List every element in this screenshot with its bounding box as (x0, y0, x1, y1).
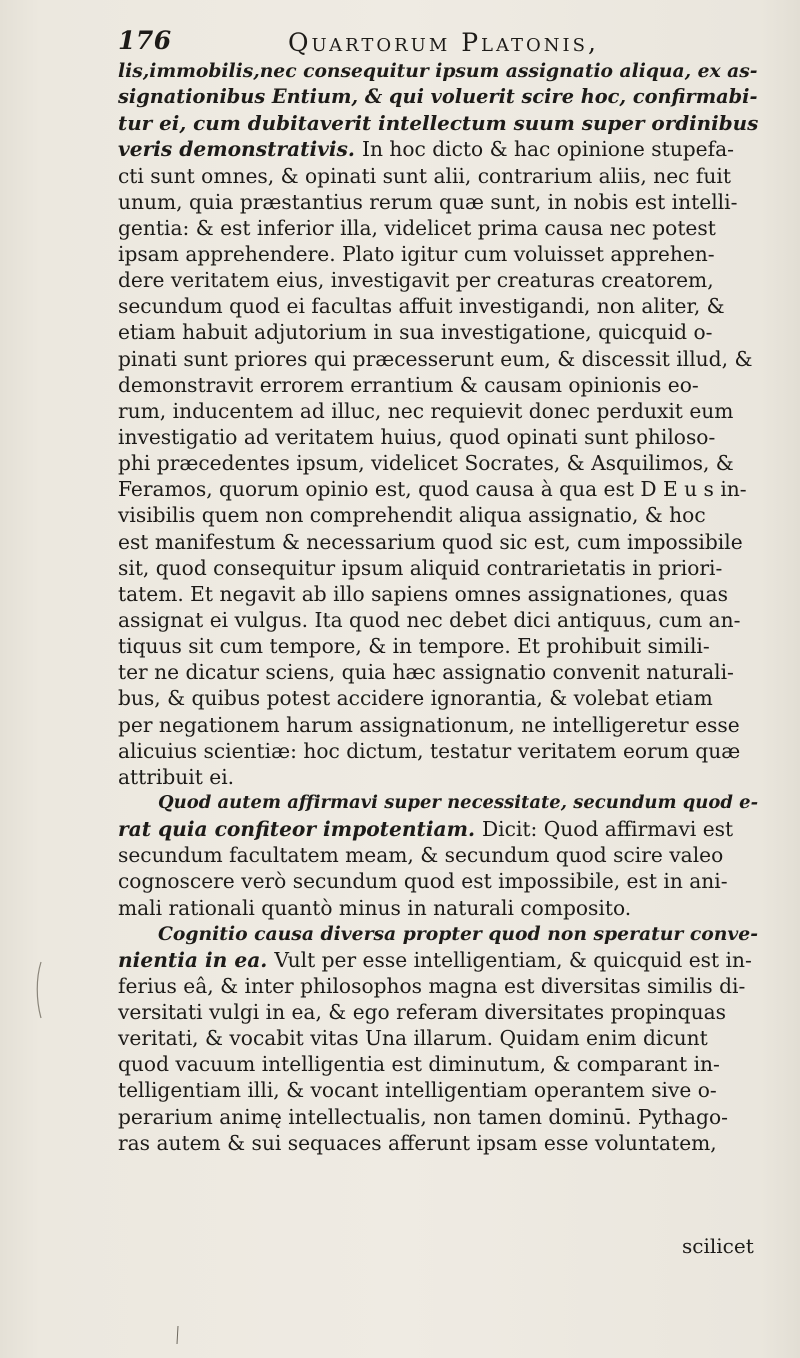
text-line (118, 1130, 758, 1156)
text-line (118, 476, 758, 502)
text-segment: quod vacuum intelligentia est diminutum, & comparant in- (118, 1052, 720, 1077)
text-segment: versitati vulgi in ea, & ego referam diversitates propinquas (118, 1000, 727, 1025)
text-segment: alicuius scientiæ: hoc dictum, testatur veritatem eorum quæ (118, 738, 741, 763)
text-line (118, 921, 758, 947)
text-line (118, 241, 758, 267)
text-segment: dere veritatem eius, investigavit per creaturas creatorem, (118, 268, 714, 293)
text-line (118, 868, 758, 894)
text-line (118, 764, 758, 790)
text-segment: bus, & quibus potest accidere ignorantia, & volebat etiam (118, 686, 713, 711)
text-line (118, 346, 758, 372)
italic-text-segment: nientia in ea. (118, 947, 275, 972)
margin-pencil-mark (34, 960, 44, 1020)
text-line (118, 712, 758, 738)
text-line (118, 816, 758, 842)
text-segment: visibilis quem non comprehendit aliqua assignatio, & hoc (118, 503, 706, 528)
text-line (118, 842, 758, 868)
text-line (118, 163, 758, 189)
text-segment: sit, quod consequitur ipsum aliquid contrarietatis in priori- (118, 555, 723, 580)
italic-text-segment: tur ei, cum dubitaverit intellectum suum super ordinibus (118, 111, 759, 136)
text-line (118, 947, 758, 973)
running-head: Quartorum Platonis, (288, 28, 599, 57)
text-segment: investigatio ad veritatem huius, quod opinati sunt philoso- (118, 424, 716, 449)
italic-text-segment: Cognitio causa diversa propter quod non speratur conve- (158, 922, 758, 945)
text-line (118, 633, 758, 659)
text-segment: Vult per esse intelligentiam, & quicquid est in- (274, 947, 752, 972)
text-line (118, 267, 758, 293)
page-header (118, 24, 758, 58)
text-line (118, 738, 758, 764)
text-segment: attribuit ei. (118, 764, 235, 789)
text-segment: secundum facultatem meam, & secundum quod scire valeo (118, 843, 724, 868)
text-line (118, 685, 758, 711)
text-segment: Feramos, quorum opinio est, quod causa à qua est D E u s in- (118, 477, 747, 502)
text-segment: veritati, & vocabit vitas Una illarum. Quidam enim dicunt (118, 1026, 708, 1051)
text-segment: gentia: & est inferior illa, videlicet prima causa nec potest (118, 215, 716, 240)
text-line (118, 319, 758, 345)
text-segment: ras autem & sui sequaces afferunt ipsam esse voluntatem, (118, 1130, 717, 1155)
text-line (118, 398, 758, 424)
text-segment: telligentiam illi, & vocant intelligentiam operantem sive o- (118, 1078, 717, 1103)
text-segment: rum, inducentem ad illuc, nec requievit donec perduxit eum (118, 398, 734, 423)
text-line (118, 450, 758, 476)
text-line (118, 424, 758, 450)
text-line (118, 84, 758, 110)
text-line (118, 189, 758, 215)
text-segment: tiquus sit cum tempore, & in tempore. Et prohibuit simili- (118, 634, 710, 659)
text-line (118, 1104, 758, 1130)
text-line (118, 215, 758, 241)
text-segment: pinati sunt priores qui præcesserunt eum, & discessit illud, & (118, 346, 753, 371)
italic-text-segment: signationibus Entium, & qui voluerit scire hoc, confirmabi- (118, 85, 758, 109)
italic-text-segment: Quod autem affirmavi super necessitate, secundum quod e- (158, 791, 759, 813)
page-number: 176 (118, 26, 172, 55)
text-line (118, 136, 758, 162)
text-line (118, 1051, 758, 1077)
catchword: scilicet (682, 1234, 754, 1258)
text-line (118, 502, 758, 528)
text-line (118, 58, 758, 84)
text-line (118, 999, 758, 1025)
ink-stroke-mark (176, 1326, 179, 1344)
text-line (118, 895, 758, 921)
text-segment: In hoc dicto & hac opinione stupefa- (361, 137, 734, 162)
text-line (118, 581, 758, 607)
text-segment: cti sunt omnes, & opinati sunt alii, contrarium aliis, nec fuit (118, 163, 731, 188)
text-segment: perarium animę intellectualis, non tamen dominū. Pythago- (118, 1104, 728, 1129)
text-segment: ter ne dicatur sciens, quia hæc assignatio convenit naturali- (118, 660, 734, 685)
text-line (118, 1025, 758, 1051)
text-segment: secundum quod ei facultas affuit investigandi, non aliter, & (118, 294, 725, 319)
text-line (118, 529, 758, 555)
text-line (118, 1077, 758, 1103)
text-line (118, 607, 758, 633)
text-line (118, 973, 758, 999)
italic-text-segment: veris demonstrativis. (118, 137, 362, 162)
italic-text-segment: lis,immobilis,nec consequitur ipsum assignatio aliqua, ex as- (118, 60, 758, 82)
text-line (118, 659, 758, 685)
text-segment: per negationem harum assignationum, ne intelligeretur esse (118, 712, 740, 737)
text-segment: mali rationali quantò minus in naturali composito. (118, 895, 632, 920)
text-line (118, 372, 758, 398)
text-line (118, 790, 758, 816)
text-segment: ipsam apprehendere. Plato igitur cum voluisset apprehen- (118, 241, 715, 266)
text-segment: assignat ei vulgus. Ita quod nec debet dici antiquus, cum an- (118, 607, 741, 632)
text-segment: unum, quia præstantius rerum quæ sunt, in nobis est intelli- (118, 189, 738, 214)
text-line (118, 555, 758, 581)
text-segment: cognoscere verò secundum quod est impossibile, est in ani- (118, 869, 728, 894)
text-segment: est manifestum & necessarium quod sic est, cum impossibile (118, 529, 743, 554)
text-segment: etiam habuit adjutorium in sua investigatione, quicquid o- (118, 320, 713, 345)
italic-text-segment: rat quia confiteor impotentiam. (118, 817, 482, 842)
body-text (118, 58, 758, 1156)
text-line (118, 110, 758, 136)
text-segment: tatem. Et negavit ab illo sapiens omnes assignationes, quas (118, 581, 728, 606)
text-segment: phi præcedentes ipsum, videlicet Socrates, & Asquilimos, & (118, 451, 734, 476)
text-line (118, 293, 758, 319)
text-segment: demonstravit errorem errantium & causam opinionis eo- (118, 372, 699, 397)
text-segment: Dicit: Quod affirmavi est (482, 817, 734, 842)
text-segment: ferius eâ, & inter philosophos magna est diversitas similis di- (118, 973, 746, 998)
